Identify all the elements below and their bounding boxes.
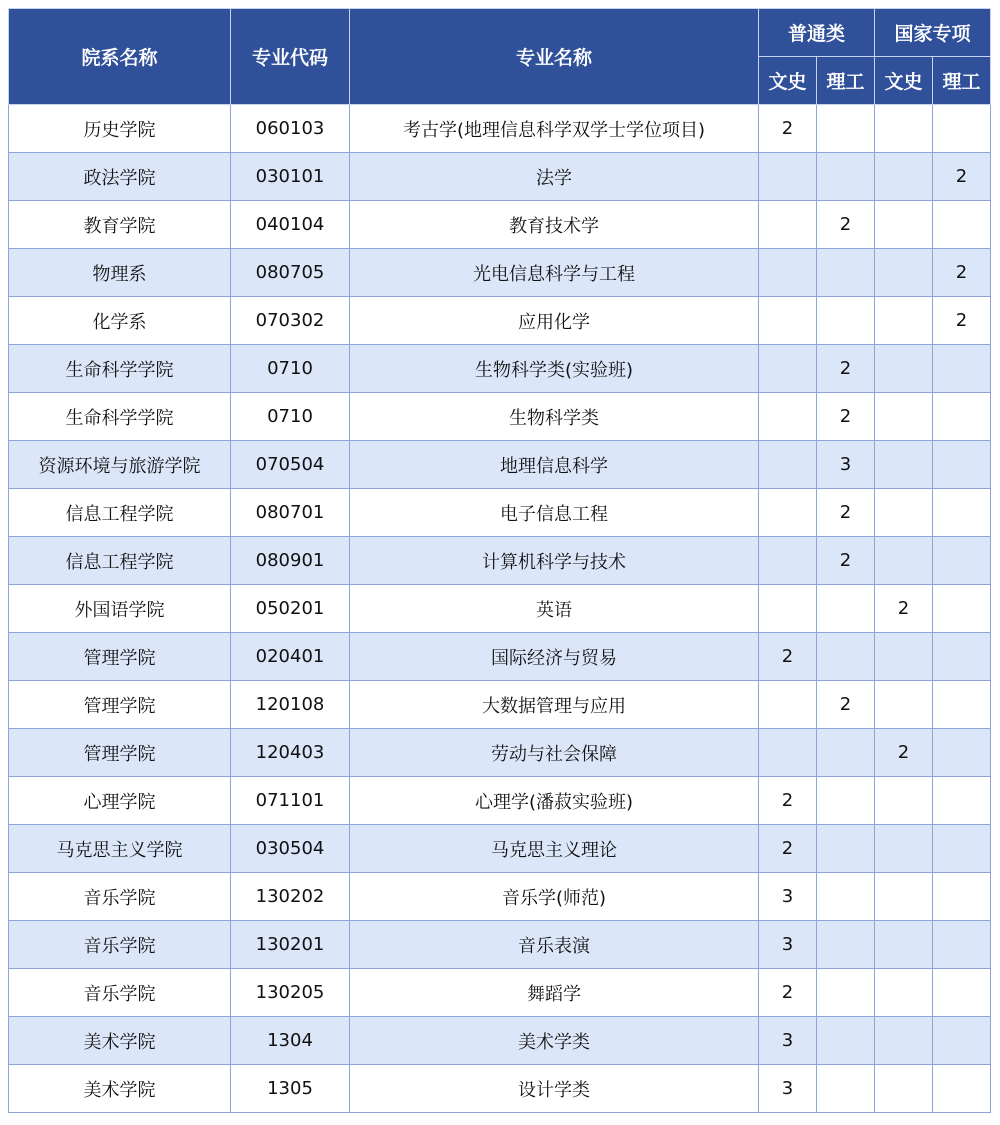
cell-code: 020401 [231,633,350,681]
cell-general-science: 2 [817,393,875,441]
cell-dept: 生命科学学院 [9,393,231,441]
cell-major: 美术学类 [350,1017,759,1065]
cell-national-arts [875,921,933,969]
cell-dept: 政法学院 [9,153,231,201]
cell-dept: 资源环境与旅游学院 [9,441,231,489]
table-row [9,825,991,873]
cell-general-arts: 3 [759,873,817,921]
cell-dept: 物理系 [9,249,231,297]
cell-code: 120108 [231,681,350,729]
cell-dept: 美术学院 [9,1017,231,1065]
cell-dept: 管理学院 [9,729,231,777]
cell-national-arts [875,297,933,345]
cell-national-arts [875,201,933,249]
header-general-arts: 文史 [759,57,817,105]
table-row [9,249,991,297]
cell-national-arts [875,1017,933,1065]
cell-national-science: 2 [933,153,991,201]
cell-national-science [933,345,991,393]
cell-national-science: 2 [933,297,991,345]
cell-general-science [817,825,875,873]
table-row [9,1017,991,1065]
cell-national-arts [875,969,933,1017]
header-general-science: 理工 [817,57,875,105]
table-row [9,969,991,1017]
header-major: 专业名称 [350,9,759,105]
cell-code: 040104 [231,201,350,249]
cell-general-science [817,249,875,297]
cell-national-science [933,393,991,441]
cell-national-science [933,633,991,681]
table-row [9,729,991,777]
cell-national-arts: 2 [875,729,933,777]
header-national-arts: 文史 [875,57,933,105]
cell-national-arts [875,1065,933,1113]
cell-general-arts: 2 [759,105,817,153]
header-dept: 院系名称 [9,9,231,105]
cell-dept: 化学系 [9,297,231,345]
cell-national-science [933,489,991,537]
cell-dept: 历史学院 [9,105,231,153]
cell-national-arts [875,489,933,537]
cell-general-arts [759,537,817,585]
cell-general-arts [759,201,817,249]
cell-national-arts [875,153,933,201]
table-row [9,201,991,249]
cell-national-science [933,825,991,873]
cell-major: 设计学类 [350,1065,759,1113]
cell-general-science [817,153,875,201]
cell-general-science: 2 [817,681,875,729]
table-row [9,105,991,153]
cell-general-science [817,585,875,633]
table-row [9,297,991,345]
cell-general-arts: 3 [759,1017,817,1065]
cell-code: 130201 [231,921,350,969]
header-group-general: 普通类 [759,9,875,57]
cell-national-arts: 2 [875,585,933,633]
table-row [9,489,991,537]
quota-table [8,8,991,1113]
cell-general-science [817,1065,875,1113]
cell-national-arts [875,249,933,297]
table-row [9,681,991,729]
cell-general-science: 2 [817,345,875,393]
cell-general-science: 3 [817,441,875,489]
cell-general-science: 2 [817,201,875,249]
cell-general-science [817,969,875,1017]
cell-national-arts [875,633,933,681]
cell-national-science [933,969,991,1017]
table-header [9,9,991,105]
cell-code: 1304 [231,1017,350,1065]
cell-general-arts [759,393,817,441]
cell-code: 080705 [231,249,350,297]
cell-national-science [933,777,991,825]
table-row [9,921,991,969]
cell-code: 050201 [231,585,350,633]
cell-major: 生物科学类 [350,393,759,441]
cell-dept: 心理学院 [9,777,231,825]
table-row [9,1065,991,1113]
cell-major: 音乐表演 [350,921,759,969]
cell-national-science [933,105,991,153]
header-code: 专业代码 [231,9,350,105]
table-row [9,345,991,393]
table-row [9,537,991,585]
table-row [9,633,991,681]
cell-general-science [817,1017,875,1065]
cell-major: 光电信息科学与工程 [350,249,759,297]
cell-code: 080701 [231,489,350,537]
cell-code: 030504 [231,825,350,873]
cell-general-arts [759,153,817,201]
cell-major: 计算机科学与技术 [350,537,759,585]
cell-general-science [817,777,875,825]
cell-dept: 生命科学学院 [9,345,231,393]
cell-general-arts: 3 [759,1065,817,1113]
cell-major: 心理学(潘菽实验班) [350,777,759,825]
cell-code: 130202 [231,873,350,921]
cell-national-science: 2 [933,249,991,297]
cell-major: 应用化学 [350,297,759,345]
cell-dept: 信息工程学院 [9,537,231,585]
cell-national-arts [875,105,933,153]
cell-national-arts [875,441,933,489]
cell-code: 070504 [231,441,350,489]
cell-dept: 音乐学院 [9,969,231,1017]
cell-major: 英语 [350,585,759,633]
cell-national-science [933,681,991,729]
cell-general-science: 2 [817,489,875,537]
cell-national-arts [875,345,933,393]
cell-general-arts [759,249,817,297]
cell-general-arts: 2 [759,825,817,873]
cell-code: 0710 [231,345,350,393]
cell-code: 120403 [231,729,350,777]
cell-dept: 管理学院 [9,681,231,729]
cell-national-science [933,1065,991,1113]
cell-major: 电子信息工程 [350,489,759,537]
cell-general-science [817,729,875,777]
cell-dept: 外国语学院 [9,585,231,633]
cell-national-arts [875,393,933,441]
cell-national-arts [875,873,933,921]
cell-national-science [933,1017,991,1065]
cell-major: 地理信息科学 [350,441,759,489]
cell-national-science [933,921,991,969]
cell-code: 130205 [231,969,350,1017]
cell-major: 考古学(地理信息科学双学士学位项目) [350,105,759,153]
cell-national-science [933,201,991,249]
cell-code: 030101 [231,153,350,201]
cell-dept: 教育学院 [9,201,231,249]
table-row [9,393,991,441]
cell-dept: 音乐学院 [9,873,231,921]
header-group-national: 国家专项 [875,9,991,57]
cell-national-arts [875,681,933,729]
cell-major: 法学 [350,153,759,201]
cell-national-science [933,873,991,921]
cell-major: 大数据管理与应用 [350,681,759,729]
cell-code: 080901 [231,537,350,585]
cell-major: 劳动与社会保障 [350,729,759,777]
cell-major: 教育技术学 [350,201,759,249]
cell-national-arts [875,777,933,825]
cell-general-arts [759,441,817,489]
table-row [9,873,991,921]
cell-general-arts [759,729,817,777]
cell-general-arts [759,489,817,537]
table-body [9,105,991,1113]
cell-general-science [817,921,875,969]
table-row [9,153,991,201]
cell-general-arts: 2 [759,633,817,681]
cell-general-science [817,873,875,921]
cell-dept: 马克思主义学院 [9,825,231,873]
table-row [9,777,991,825]
cell-general-science [817,105,875,153]
cell-code: 1305 [231,1065,350,1113]
cell-dept: 音乐学院 [9,921,231,969]
cell-dept: 美术学院 [9,1065,231,1113]
cell-national-science [933,585,991,633]
cell-national-arts [875,537,933,585]
cell-general-arts: 2 [759,969,817,1017]
cell-general-arts [759,345,817,393]
cell-general-arts: 2 [759,777,817,825]
cell-general-arts [759,297,817,345]
cell-national-science [933,729,991,777]
quota-table-container [8,8,991,1113]
cell-major: 生物科学类(实验班) [350,345,759,393]
cell-general-science: 2 [817,537,875,585]
cell-general-science [817,297,875,345]
cell-national-science [933,537,991,585]
cell-dept: 信息工程学院 [9,489,231,537]
cell-national-science [933,441,991,489]
table-row [9,441,991,489]
cell-general-arts [759,681,817,729]
cell-major: 国际经济与贸易 [350,633,759,681]
table-row [9,585,991,633]
cell-general-arts [759,585,817,633]
cell-major: 音乐学(师范) [350,873,759,921]
header-national-science: 理工 [933,57,991,105]
cell-dept: 管理学院 [9,633,231,681]
cell-major: 马克思主义理论 [350,825,759,873]
cell-general-arts: 3 [759,921,817,969]
cell-major: 舞蹈学 [350,969,759,1017]
cell-code: 060103 [231,105,350,153]
cell-code: 0710 [231,393,350,441]
cell-general-science [817,633,875,681]
cell-code: 071101 [231,777,350,825]
cell-national-arts [875,825,933,873]
cell-code: 070302 [231,297,350,345]
